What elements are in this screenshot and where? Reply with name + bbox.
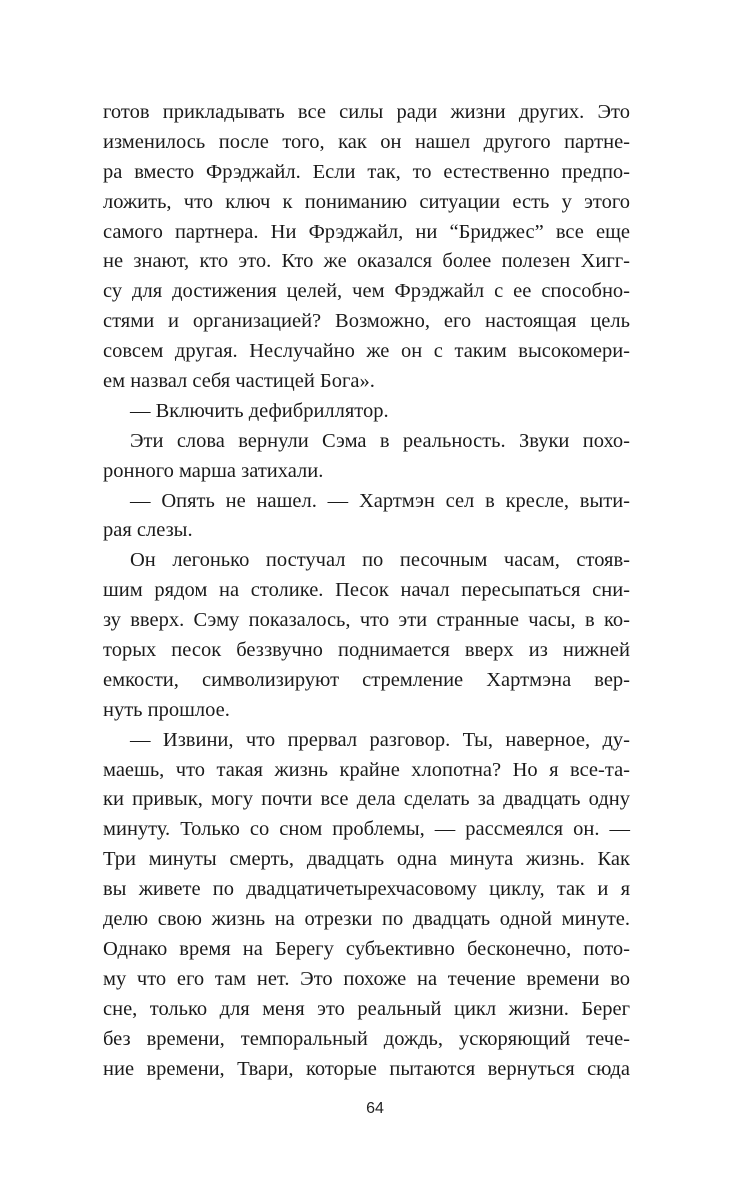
text-line: зу вверх. Сэму показалось, что эти странные часы, в ко-	[103, 609, 630, 632]
text-line: нуть прошлое.	[103, 698, 230, 721]
text-line: — Извини, что прервал разговор. Ты, наверное, ду-	[130, 728, 630, 751]
text-line: стями и организацией? Возможно, его настоящая цель	[103, 310, 630, 333]
text-line: му что его там нет. Это похоже на течение времени во	[103, 967, 630, 990]
text-line: сне, только для меня это реальный цикл жизни. Берег	[103, 997, 630, 1020]
text-line: готов прикладывать все силы ради жизни других. Это	[103, 101, 630, 123]
text-line: шим рядом на столике. Песок начал пересыпаться сни-	[103, 579, 630, 602]
text-line: емкости, символизируют стремление Хартмэна вер-	[103, 668, 630, 691]
text-line: Однако время на Берегу субъективно бесконечно, пото-	[103, 937, 630, 960]
text-line: маешь, что такая жизнь крайне хлопотна? Но я все-та-	[103, 758, 630, 781]
text-line: Он легонько постучал по песочным часам, стояв-	[130, 549, 630, 572]
text-line: делю свою жизнь на отрезки по двадцать одной минуте.	[103, 908, 630, 931]
text-line: ронного марша затихали.	[103, 459, 324, 482]
page-text-block	[103, 98, 630, 1084]
text-line: ложить, что ключ к пониманию ситуации есть у этого	[103, 190, 630, 213]
text-line: ра вместо Фрэджайл. Если так, то естественно предпо-	[103, 160, 630, 183]
text-line: минуту. Только со сном проблемы, — рассмеялся он. —	[103, 818, 630, 841]
text-line: ки привык, могу почти все дела сделать за двадцать одну	[103, 788, 630, 811]
text-line: рая слезы.	[103, 519, 193, 542]
text-line: не знают, кто это. Кто же оказался более полезен Хигг-	[103, 250, 630, 273]
text-line: ние времени, Твари, которые пытаются вернуться сюда	[103, 1057, 630, 1080]
text-line: — Опять не нашел. — Хартмэн сел в кресле, выти-	[130, 489, 630, 512]
text-line: совсем другая. Неслучайно же он с таким высокомери-	[103, 340, 630, 363]
text-line: торых песок беззвучно поднимается вверх из нижней	[103, 639, 630, 662]
page-number: 64	[366, 1100, 384, 1117]
text-line: самого партнера. Ни Фрэджайл, ни “Бриджес” все еще	[103, 220, 630, 243]
text-line: су для достижения целей, чем Фрэджайл с ее способно-	[103, 280, 630, 303]
text-line: Эти слова вернули Сэма в реальность. Звуки похо-	[130, 429, 630, 452]
text-line: без времени, темпоральный дождь, ускоряющий тече-	[103, 1027, 630, 1050]
text-line: Три минуты смерть, двадцать одна минута жизнь. Как	[103, 848, 630, 871]
text-line: — Включить дефибриллятор.	[130, 399, 389, 422]
text-line: ем назвал себя частицей Бога».	[103, 370, 375, 393]
text-line: вы живете по двадцатичетырехчасовому циклу, так и я	[103, 878, 630, 901]
text-line: изменилось после того, как он нашел другого партне-	[103, 130, 630, 153]
